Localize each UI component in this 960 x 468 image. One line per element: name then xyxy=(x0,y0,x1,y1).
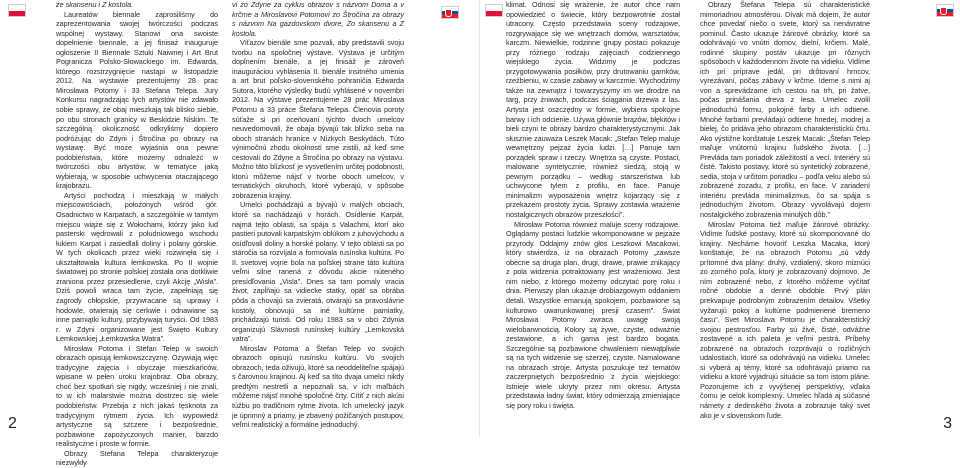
paragraph: Umelci pochádzajú a bývajú v malých obciach, ktoré sa nachádzajú v horách. Osídlenie Karpát, najmä tejto oblasti, sa spája s Valachmi, ktorí ako pastieri putovali karpatským oblúkom z juhovýchodu a osídľovali doliny a horské polany. V tejto oblasti sa po stáročia sa rozvíjala a formovala rusínska kultúra. Po II. svetovej vojne bola na poľskej strane táto kultúra veľmi silne ranená z dôvodu akcie núteného presídľovania „Visla”. Dnes sa tam pomaly vracia život, zapĺňajú sa vidiecke statky, opäť sa obrába pôda a chovajú sa zvieratá, otvárajú sa pravoslávne kostoly, obnovujú sa iné kultúrne pamiatky, prichádzajú turisti. Od roku 1983 sa v obci Zdynia organizujú Slávnosti rusínskej kultúry „Lemkovská vatra”. xyxy=(232,200,404,344)
paragraph: Víťazov bienále sme pozvali, aby predstavili svoju tvorbu na spoločnej výstave. Výstava je určitým doplnením bienále, a jej finisáž je zároveň inauguráciou vyhlásenia II. bienále insitného umenia a art brut poľsko-slovenského pohraničia Edwarda Sutora, ktorého výsledky budú vyhlásené v novembri 2012. Na výstave prezentujeme 28 prác Miroslava Potomu a 33 práce Štefana Telepa. Členovia poroty súťaže si pri oceňovaní týchto dvoch umelcov neuvedomovali, že obaja bývajú tak blízko seba na oboch stranách hranice v Nízkych Beskydách. Túto výnimočnú zhodu okolností sme zistili, až keď sme cestovali do Zdyne a Štročína po obrazy na výstavu. Možno táto blízkosť je vysvetlením určitej podobnosti, ktorú môžeme nájsť v tvorbe oboch umelcov, v tematických okruhoch, ktoré vyberajú, v spôsobe zobrazenia krajiny. xyxy=(232,38,404,200)
page-number-left: 2 xyxy=(8,415,17,432)
slovak-flag-icon xyxy=(936,4,954,17)
paragraph: Miroslav Potoma tiež maľuje žánrové obrázky. Vidíme ľudské postavy, ktoré sú skomponované do krajiny. Necháme hovoriť Leszka Macaka, ktorý konštatuje, že na obrazoch Potomu „sú vždy prítomné dva plány: druhý, vzdialený, skoro miznúci zo zorného poľa, ktorý je zobrazovaný dojmovo. Je ním zobrazené nebo, z ktorého môžeme vyčítať ročné obdobie a denné obdobie. Prvý plán prekvapuje podrobným zobrazením detailov. Všetky vyžarujú pokoj a kultúrne podmienené bremeno času“. Svet Miroslava Potomu je charakteristický svojou pestrosťou. Farby sú živé, čisté, odvážne zostavené a ich paleta je veľmi pestrá. Príbehy zobrazené na obrazoch rozprávajú o rozličných udalostiach, ktoré sa odohrávajú na vidieku. Umelec si vyberá aj témy, ktoré sa odohrávajú priamo na vidieku a ktoré vyjadrujú situácie sa tom istom pláne. Pozorujeme ich z vyvýšenej perspektívy, vďaka čomu je celok komplexný. Umelec hľadá aj súčasné námety z dedinského života a zobrazuje taký svet ako je v slovenskom ľude. xyxy=(700,219,870,420)
polish-flag-icon xyxy=(8,4,26,17)
polish-text-column-left xyxy=(56,0,218,468)
paragraph: vi zo Zdyne za cyklus obrazov s názvom Doma a v krčme a Miroslavovi Potomovi zo Štročína za obrazy s názvom Na gazdovskom dvore, Zo skansenu a Z kostola. xyxy=(232,0,404,38)
right-page xyxy=(481,0,960,437)
paragraph: Obrazy Stefana Telepa charakteryzuje niezwykły xyxy=(56,448,218,468)
slovak-text-column-left xyxy=(232,0,404,430)
page-number-right: 3 xyxy=(943,415,952,432)
polish-flag-icon xyxy=(485,4,503,17)
paragraph: Mirosław Potoma i Stefan Telep w swoich obrazach opisują łemkowszczyznę. Ozywiają więc tradycyjne zajęcia i obyczaje mieszkańców, wpisane w pełen uroku krajobraz. Oba obrazy, choć bez spotkań się nigdy, wcześniej i nie znali, to w ich malarstwie można dostrzec się wiele podobieństw. Przebija z nich jakaś tęsknota za tradycyjnym rytmem życia. Ich wypowiedź artystyczne są szczere i bezpośrednie, pozbawione zapożyczonych manier, barzdo realistyczne i proste w formie. xyxy=(56,343,218,449)
paragraph: Miroslav Potoma a Štefan Telep vo svojich obrazoch opisujú rusínsku kultúru. Vo svojich obrazoch, teda oživujú, ktoré sa neoddeliteľne spájajú s čarovnou krajinou. Aj keď sa títo dvaja umelci nikdy predtým nestretli a nepoznali sa, v ich maľbách môžeme nájsť mnohé spoločné črty. Cítiť z nich akúsi túžbu po tradičnom rytme života. Ich umelecký jazyk je úprimný a priamy, je zbavený požičaných postupov, veľmi realistický a formálne jednoduchý. xyxy=(232,343,404,430)
paragraph: że skansenu i Z kostola. xyxy=(56,0,134,9)
slovak-text-column-right xyxy=(700,0,870,420)
page-gutter xyxy=(479,0,480,437)
paragraph: klimat. Odnosi się wrażenie, że autor chce nam opowiedzieć o świecie, który bezpowrotnie został utracony. Często przedstawia sceny rodzajowe, rozgrywające się we wnętrzach domów, warsztatów, karczm. Niewielkie, rodzinne grupy postaci pokazuje przy różnego rodzaju zajęciach codziennego wiejskiego życia. Widzimy je podczas przygotowywania posiłków, przy drutowaniu garnków, rzeźbieniu, w czasie zabawy w karczmie. Wychodzimy także na zewnątrz i towarzyszymy im we drodze na targ, przy żniwach, podczas ściągania drzewa z las. Artysta jest oszczędny w formie, wybiera spokojne barwy i ich odcienie. Używa głównie brązów, błękitów i bieli czyni te obrazy bardzo charakterystycznymi. Jak słusznie zauważa Leszek Macak: „Stefan Telep maluje wewnętrzny pejzaż życia ludzi. […] Panuje tam porządek spraw i rzeczy. Wnętrza są czyste. Postaci, malowane syntetycznie, również siedzą, stoją w pewnym porządku – według starszeństwa lub uchwycone tylem z profilu, en face. Panuje minimalizm wyposażenia wnętrz kojarzący się z przekazem prostoty życia. Sprawy zostawia wrażenie nostalgicznych obrazów przeszłości”. xyxy=(506,0,680,220)
paragraph: Obrazy Štefana Telepa sú charakteristické mimoriadnou atmosférou. Dívak má dojem, že autor chce povedať niečo o svete, ktorý sa nenávratne pominul. Často ukazuje žánrové obrázky, ktoré sa odohrávajú vo vnútri domov, dielní, krčiem. Malé, rodinné skupiny postáv ukazuje pri rôznych spôsoboch v každodennom živote na vidieku. Vidíme ich pri príprave jedál, pri drôtovaní hrncov, vyrezávaní, počas zábavy v krčme. Ideme s nimi aj von a sprevádzame ich cestou na trh, pri žatve, počas prinášania dreva z lesa. Umelec zvolil jednoduchú formu, pokojné farby a ich odtiene. Mnohé farbami prevládajú odtiene hnedej, modrej a bielej, čo pridáva jeho obrazom charakteristickú črtu. Ako výstižne konštatuje Leszek Macak: „Štefan Telep maľuje vnútornú krajinu ľudského života. […] Prevláda tam poriadok záležitostí a vecí. Interiéry sú čisté. Takisto postavy, ktoré sú syntetický zobrazené, sedia, stoja v určitom poriadku – podľa veku alebo sú zobrazené zozadu, z profilu, en face. V zariadení interiéru prevláda minimalizmus, čo sa spája s jednoduchým životom. Obrazy vyvolávajú dojem nostalgického zobrazenia minulých dôb.” xyxy=(700,0,870,220)
paragraph: Mirosław Potoma również maluje sceny rodzajowe. Oglądamy postaci ludzkie wkomponowane w pejzaże przyrody. Oddajmy znów głos Leszkowi Macakowi, który stwierdza, iż na obrazach Potomy „zawsze obecne są druga plan, drugi, drawe, prawie znikający z pola widzenia potraktowany jest wrażeniowo. Jest nim niebo, z którego możemy odczytać porę roku i dnia. Pierwszy plan ukazuje drobiazgowym oddaniem detali. Wszystkie emanują spokojem, pozbawione są kulturowo uwarunkowanej presji czasem”. Świat Mirosława Potomy zwraca uwagę swoją wielobarwnością. Kolory są żywe, czyste, odważnie zestawione, a ich gama jest bardzo bogata. Szczególnie są pozbawione chwaleniem niewątpliwie są na tych widzenie się szerzej, czyste. Namalowane na obrazach stroje. Artysta poszukuje też tematów zaczerpniętych bezpośrednio z życia wiejskiego: Istnieje wiele ukryty przez nim okresu. Artysta przedstawia ładny świat, który odmierzają zmieniające się pory roku i święta. xyxy=(506,219,680,410)
slovak-flag-icon xyxy=(441,6,459,19)
paragraph: Artyści pochodzą i mieszkają w małych miejscowościach, położonych wśród gór. Osadnictwo w Karpatach, a szczególnie w tamtym miejscu wiąże się z Wołochami, którzy jako lud pasterski wędrowali z południowego wschodu łukiem Karpat i zasiedlali doliny i polany górskie. W tych okolicach przez wieki rozwinęła się i ukształtowała kultura łemkowska. Po II wojnie światowej po stronie polskiej została ona dotkliwie zraniona przez przesiedlenie, czyli Akcję „Wisła”. Dziś powoli wraca tam życie, zapełniają się zagrody chłopskie, przywracane są uprawy i hodowle, otwierają się cerkwie i odnawiane są inne pamiątki kultury, przybywają turyści. Od 1983 r. w Zdyni organizowane jest Święto Kultury Łemkowskiej „Łemkowska Watra”. xyxy=(56,190,218,344)
polish-text-column-right xyxy=(506,0,680,420)
paragraph: Laureatów biennale zaprosiliśmy do zaprezentowania swojej twórczości podczas wspólnej wystawy. Stanowi ona swoiste dopełnienie biennale, a jej finisaż inauguruje ogłoszenie II Biennale Sztuki Naiwnej i Art Brut Pogranicza Polsko-Słowackiego im. Edwarda, którego rozstrzygnięcie nastąpi w listopadzie 2012. Na wystawie prezentujemy 28 prac Mirosława Potomy i 33 Stefana Telepa. Jury Konkursu nagradzając tych artystów nie zdawało sobie sprawy, że obaj mieszkają tak blisko siebie, po obu stronach granicy w Beskidzie Niskim. Te szczególną okoliczność odkryliśmy dopiero podróżując do Zdyni i Štročína po obrazy na wystawę. Być może wyjaśnia ona pewne podobieństwa, które możemy odnaleźć w twórczości obu artystów, w tematyce jaką wybierają, w sposobie uchwycenia otaczającego krajobrazu. xyxy=(56,9,218,191)
left-page xyxy=(0,0,479,468)
